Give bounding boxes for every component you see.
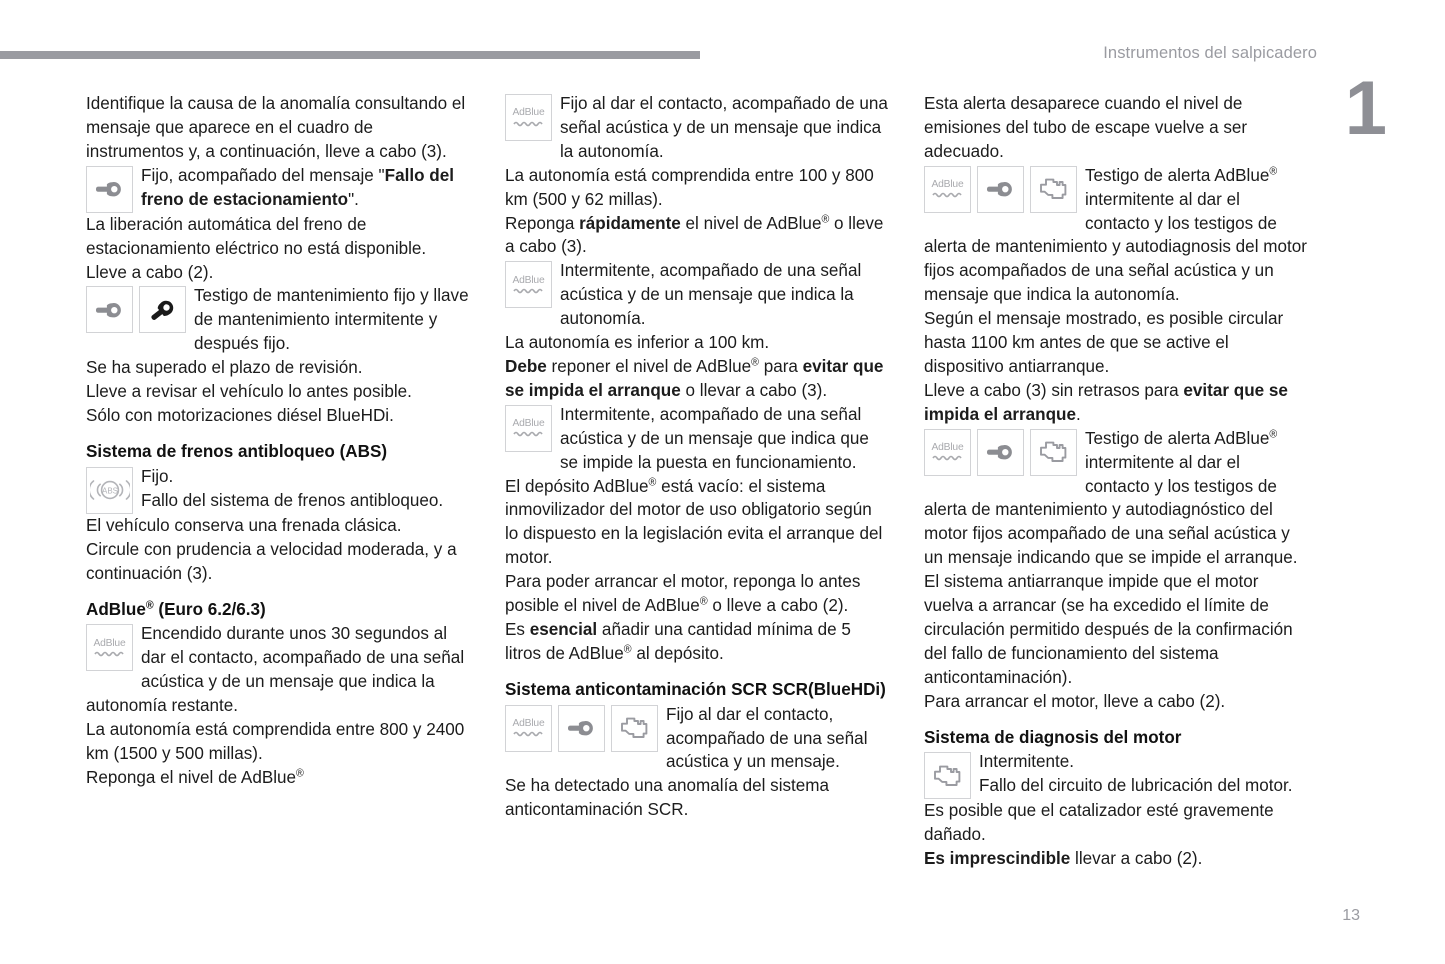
header-rule xyxy=(0,51,700,59)
tell-tale-icon-group xyxy=(86,624,133,671)
adblue-label: AdBlue xyxy=(931,179,964,191)
tell-tale-entry xyxy=(924,750,1307,799)
paragraph: La autonomía está comprendida entre 100 y 800 km (500 y 62 millas). xyxy=(505,165,874,209)
tell-tale-icon-group xyxy=(86,286,186,333)
chapter-number: 1 xyxy=(1344,66,1385,151)
tell-tale-icon-group xyxy=(924,166,1077,213)
adblue-label: AdBlue xyxy=(512,274,545,286)
adblue-icon xyxy=(505,705,552,752)
tell-tale-description: Intermitente, acompañado de una señal acústica y de un mensaje que indica que se impide la puesta en funcionamiento. xyxy=(560,404,869,472)
tell-tale-description: Testigo de mantenimiento fijo y llave de mantenimiento intermitente y después fijo. xyxy=(194,286,469,354)
paragraph: Circule con prudencia a velocidad moderada, y a continuación (3). xyxy=(86,539,457,583)
tell-tale-description: Intermitente, acompañado de una señal acústica y de un mensaje que indica la autonomía. xyxy=(560,261,862,329)
adblue-label: AdBlue xyxy=(931,442,964,454)
tell-tale-entry xyxy=(86,284,469,356)
engine-icon xyxy=(1030,166,1077,213)
tell-tale-icon-group xyxy=(924,429,1077,476)
tell-tale-entry xyxy=(505,259,888,331)
section-heading: Sistema anticontaminación SCR SCR(BlueHDi) xyxy=(505,679,886,699)
tell-tale-icon-group xyxy=(505,261,552,308)
paragraph: El sistema antiarranque impide que el motor vuelva a arrancar (se ha excedido el límite de circulación permitido después de la confirmación del fallo de funcionamiento del sistema anticontaminación). xyxy=(924,572,1293,687)
tell-tale-icon-group xyxy=(86,467,133,514)
paragraph: Para arrancar el motor, lleve a cabo (2). xyxy=(924,691,1226,711)
tell-tale-description: Intermitente. Fallo del circuito de lubricación del motor. xyxy=(979,752,1293,796)
tell-tale-entry xyxy=(86,164,469,213)
tell-tale-description: Testigo de alerta AdBlue® intermitente al dar el contacto y los testigos de alerta de mantenimiento y autodiagnóstico del motor fijos acompañado de una señal acústica y un mensaje indicando que se impide el arranque. xyxy=(924,428,1298,568)
adblue-icon xyxy=(505,261,552,308)
section-heading: Sistema de frenos antibloqueo (ABS) xyxy=(86,441,388,461)
engine-icon xyxy=(611,705,658,752)
paragraph: Lleve a cabo (3) sin retrasos para evitar que se impida el arranque. xyxy=(924,380,1288,424)
tell-tale-entry xyxy=(505,92,888,164)
paragraph: El vehículo conserva una frenada clásica. xyxy=(86,515,402,535)
tell-tale-description: Encendido durante unos 30 segundos al dar el contacto, acompañado de una señal acústica y de un mensaje que indica la autonomía restante. xyxy=(86,624,465,716)
tell-tale-description: Fijo, acompañado del mensaje "Fallo del freno de estacionamiento". xyxy=(141,165,454,209)
tell-tale-entry xyxy=(505,403,888,475)
section-heading: Sistema de diagnosis del motor xyxy=(924,727,1182,747)
wrench-flat-icon xyxy=(977,429,1024,476)
text-column-3 xyxy=(924,92,1307,871)
adblue-icon xyxy=(924,429,971,476)
paragraph: Para poder arrancar el motor, reponga lo antes posible el nivel de AdBlue® o lleve a cabo (2). xyxy=(505,572,861,616)
wrench-flat-icon xyxy=(86,166,133,213)
tell-tale-entry xyxy=(505,703,888,775)
paragraph: La autonomía está comprendida entre 800 y 2400 km (1500 y 500 millas). xyxy=(86,720,465,763)
adblue-icon xyxy=(505,405,552,452)
tell-tale-entry xyxy=(924,164,1307,307)
page-columns xyxy=(86,92,1358,871)
engine-icon xyxy=(1030,429,1077,476)
paragraph: El depósito AdBlue® está vacío: el sistema inmovilizador del motor de uso obligatorio según lo dispuesto en la legislación evita el arranque del motor. xyxy=(505,475,883,568)
paragraph: Lleve a revisar el vehículo lo antes posible. xyxy=(86,382,412,402)
wrench-flat-icon xyxy=(86,286,133,333)
paragraph: Se ha superado el plazo de revisión. xyxy=(86,358,363,378)
abs-icon xyxy=(86,467,133,514)
wrench-flat-icon xyxy=(977,166,1024,213)
tell-tale-description: Fijo al dar el contacto, acompañado de una señal acústica y un mensaje. xyxy=(666,704,868,772)
tell-tale-icon-group xyxy=(505,705,658,752)
page-header-title: Instrumentos del salpicadero xyxy=(1103,44,1317,62)
paragraph: Se ha detectado una anomalía del sistema anticontaminación SCR. xyxy=(505,776,830,820)
tell-tale-description: Fijo al dar el contacto, acompañado de una señal acústica y de un mensaje que indica la autonomía. xyxy=(560,94,888,161)
paragraph: Reponga el nivel de AdBlue® xyxy=(86,767,304,787)
paragraph: La autonomía es inferior a 100 km. xyxy=(505,333,770,353)
adblue-icon xyxy=(505,94,552,141)
adblue-icon xyxy=(924,166,971,213)
tell-tale-icon-group xyxy=(924,752,971,799)
paragraph: Lleve a cabo (2). xyxy=(86,262,214,282)
text-column-1 xyxy=(86,92,469,871)
adblue-icon xyxy=(86,624,133,671)
tell-tale-description: Fijo. Fallo del sistema de frenos antibloqueo. xyxy=(141,466,444,510)
paragraph: Debe reponer el nivel de AdBlue® para evitar que se impida el arranque o llevar a cabo (3). xyxy=(505,356,884,400)
tell-tale-icon-group xyxy=(86,166,133,213)
engine-icon xyxy=(924,752,971,799)
paragraph: Sólo con motorizaciones diésel BlueHDi. xyxy=(86,405,394,425)
page-number: 13 xyxy=(1342,907,1360,924)
paragraph: Es posible que el catalizador esté gravemente dañado. xyxy=(924,801,1274,845)
tell-tale-icon-group xyxy=(505,405,552,452)
section-heading: AdBlue® (Euro 6.2/6.3) xyxy=(86,598,266,619)
wrench-service-icon xyxy=(139,286,186,333)
paragraph: Reponga rápidamente el nivel de AdBlue® o lleve a cabo (3). xyxy=(505,212,884,257)
tell-tale-entry xyxy=(86,622,469,718)
paragraph: Es esencial añadir una cantidad mínima de 5 litros de AdBlue® al depósito. xyxy=(505,619,851,663)
svg-text:ABS: ABS xyxy=(101,486,118,496)
tell-tale-icon-group xyxy=(505,94,552,141)
adblue-label: AdBlue xyxy=(512,718,545,729)
paragraph: Esta alerta desaparece cuando el nivel de emisiones del tubo de escape vuelve a ser adecuado. xyxy=(924,94,1248,161)
adblue-label: AdBlue xyxy=(93,637,126,649)
tell-tale-description: Testigo de alerta AdBlue® intermitente al dar el contacto y los testigos de alerta de mantenimiento y autodiagnosis del motor fijos acompañados de una señal acústica y un mensaje que indica la autonomía. xyxy=(924,165,1307,305)
tell-tale-entry xyxy=(924,427,1307,570)
adblue-label: AdBlue xyxy=(512,418,545,430)
text-column-2 xyxy=(505,92,888,871)
paragraph: Es imprescindible llevar a cabo (2). xyxy=(924,849,1203,869)
paragraph: Identifique la causa de la anomalía consultando el mensaje que aparece en el cuadro de instrumentos y, a continuación, lleve a cabo (3). xyxy=(86,94,466,161)
wrench-flat-icon xyxy=(558,705,605,752)
paragraph: Según el mensaje mostrado, es posible circular hasta 1100 km antes de que se active el dispositivo antiarranque. xyxy=(924,309,1284,376)
tell-tale-entry xyxy=(86,465,469,514)
adblue-label: AdBlue xyxy=(512,107,545,119)
paragraph: La liberación automática del freno de estacionamiento eléctrico no está disponible. xyxy=(86,214,427,258)
